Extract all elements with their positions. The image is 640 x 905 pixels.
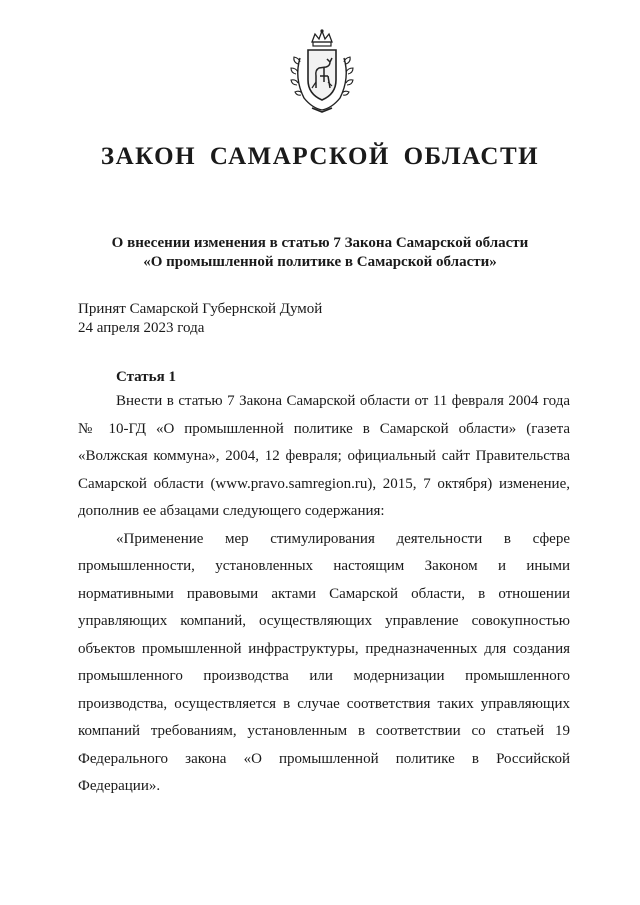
article-body	[78, 388, 570, 801]
samara-coat-of-arms-icon	[286, 28, 358, 114]
article-paragraph-2: «Применение мер стимулирования деятельности в сфере промышленности, установленных настоящим Законом и иными нормативными правовыми актами Самарской области, в отношении управляющих компаний, осуществляющих управление совокупностью объектов промышленной инфраструктуры, предназначенных для создания промышленного производства или модернизации промышленного производства, осуществляется в случае соответствия таких управляющих компаний требованиям, установленным в соответствии со статьей 19 Федерального закона «О промышленной политике в Российской Федерации».	[78, 530, 570, 794]
adoption-date: 24 апреля 2023 года	[78, 320, 205, 336]
article-heading: Статья 1	[116, 369, 176, 385]
article-paragraph-1: Внести в статью 7 Закона Самарской области от 11 февраля 2004 года № 10-ГД «О промышленной политике в Самарской области» (газета «Волжская коммуна», 2004, 12 февраля; официальный сайт Правительства Самарской области (www.pravo.samregion.ru), 2015, 7 октября) изменение, дополнив ее абзацами следующего содержания:	[78, 393, 570, 519]
adoption-info	[78, 300, 322, 338]
law-subject-line-2: «О промышленной политике в Самарской области»	[143, 254, 497, 270]
adoption-body: Принят Самарской Губернской Думой	[78, 301, 323, 317]
law-title: ЗАКОН САМАРСКОЙ ОБЛАСТИ	[100, 143, 540, 170]
law-subject-line-1: О внесении изменения в статью 7 Закона Самарской области	[111, 235, 529, 251]
law-subject	[60, 234, 580, 272]
